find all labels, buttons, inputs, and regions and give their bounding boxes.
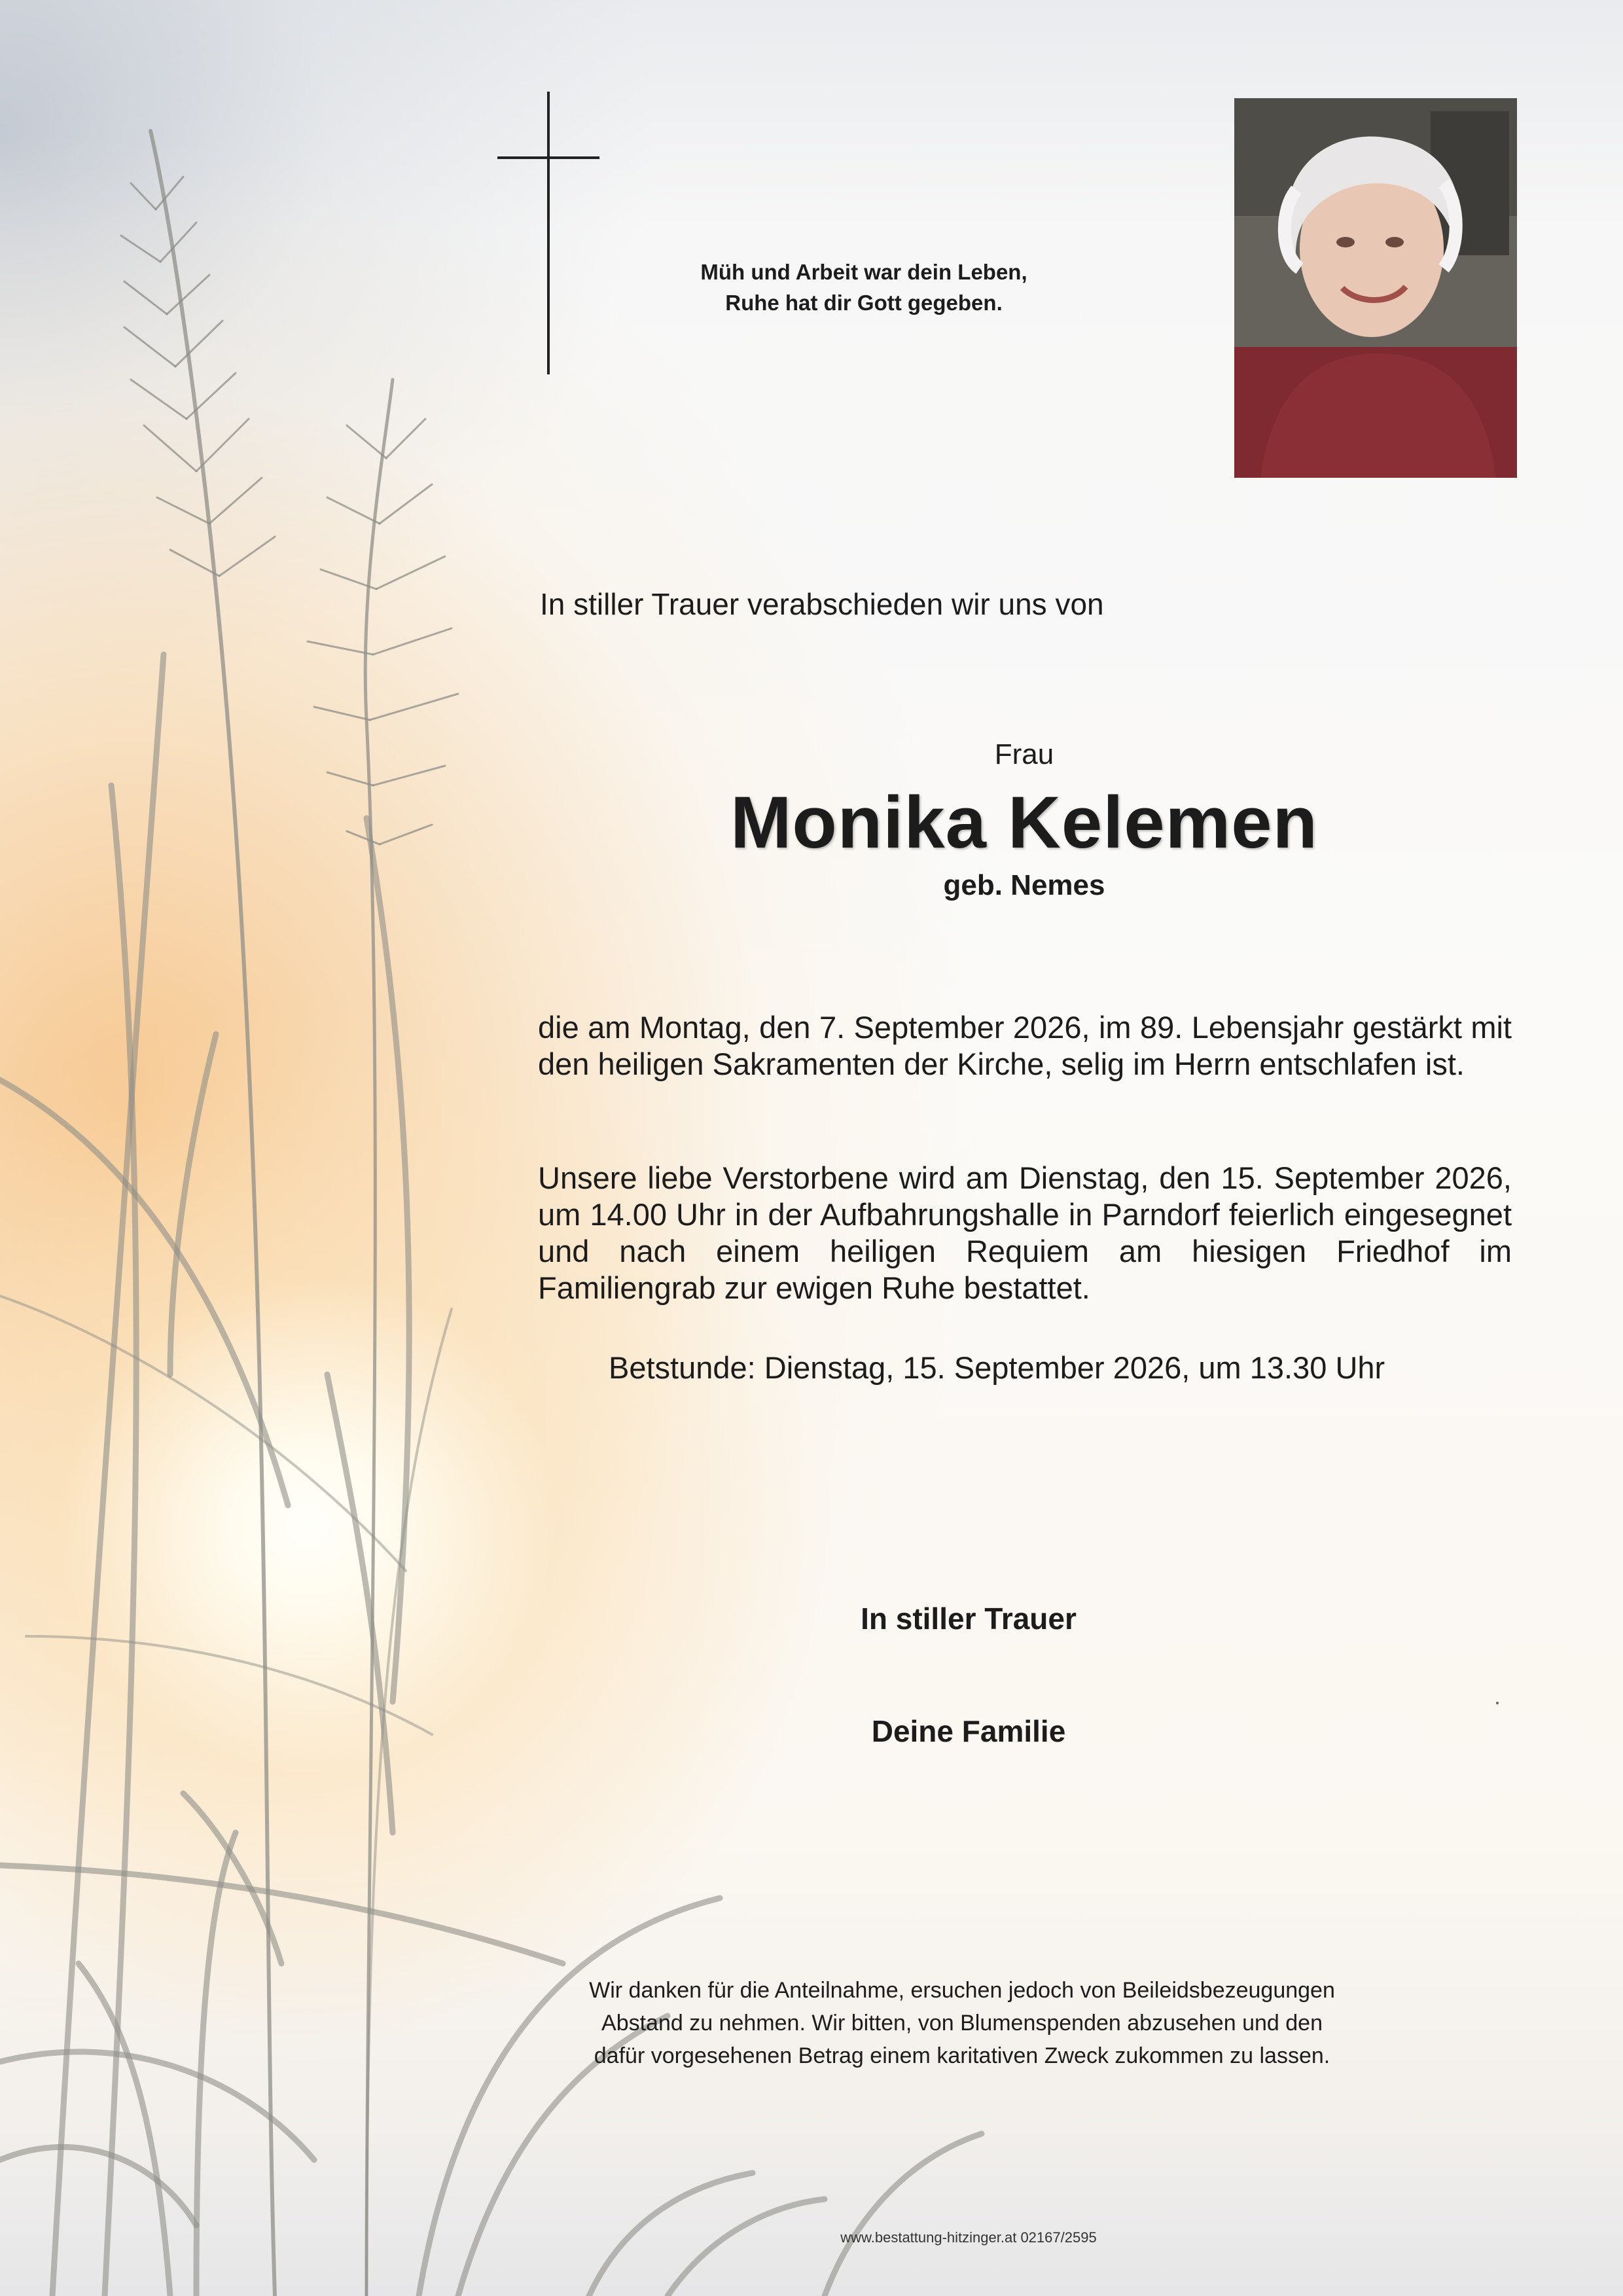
cross-icon <box>497 92 602 380</box>
thanks-note <box>543 1974 1381 2072</box>
portrait-photo-icon <box>1234 98 1517 478</box>
death-announcement-paragraph: die am Montag, den 7. September 2026, im 89. Lebensjahr gestärkt mit den heiligen Sakramenten der Kirche, selig im Herrn entschlafen ist. <box>538 1010 1512 1081</box>
thanks-line-1: Wir danken für die Anteilnahme, ersuchen jedoch von Beileidsbezeugungen <box>589 1978 1335 2003</box>
motto-verse <box>654 257 1073 318</box>
closing-mourning-text: In stiller Trauer <box>861 1602 1077 1636</box>
intro-text: In stiller Trauer verabschieden wir uns von <box>540 587 1104 621</box>
motto-line-1: Müh und Arbeit war dein Leben, <box>700 260 1027 284</box>
portrait-photo <box>1234 98 1517 478</box>
funeral-details-paragraph: Unsere liebe Verstorbene wird am Dienstag, den 15. September 2026, um 14.00 Uhr in der Aufbahrungshalle in Parndorf feierlich eingesegnet und nach einem heiligen Requiem am hiesigen Friedhof im Familiengrab zur ewigen Ruhe bestattet. <box>538 1160 1512 1305</box>
deceased-birth-name: geb. Nemes <box>943 869 1105 901</box>
thanks-line-2: Abstand zu nehmen. Wir bitten, von Blumenspenden abzusehen und den <box>601 2011 1323 2036</box>
motto-line-2: Ruhe hat dir Gott gegeben. <box>725 291 1003 315</box>
funeral-home-footer: www.bestattung-hitzinger.at 02167/2595 <box>840 2229 1097 2246</box>
deceased-name: Monika Kelemen <box>730 781 1318 863</box>
closing-family-signature: Deine Familie <box>871 1714 1066 1748</box>
prayer-hour-text: Betstunde: Dienstag, 15. September 2026, um 13.30 Uhr <box>609 1350 1385 1385</box>
thanks-line-3: dafür vorgesehenen Betrag einem karitativen Zweck zukommen zu lassen. <box>594 2043 1330 2068</box>
speck-mark <box>1496 1702 1499 1704</box>
deceased-title: Frau <box>994 738 1054 770</box>
